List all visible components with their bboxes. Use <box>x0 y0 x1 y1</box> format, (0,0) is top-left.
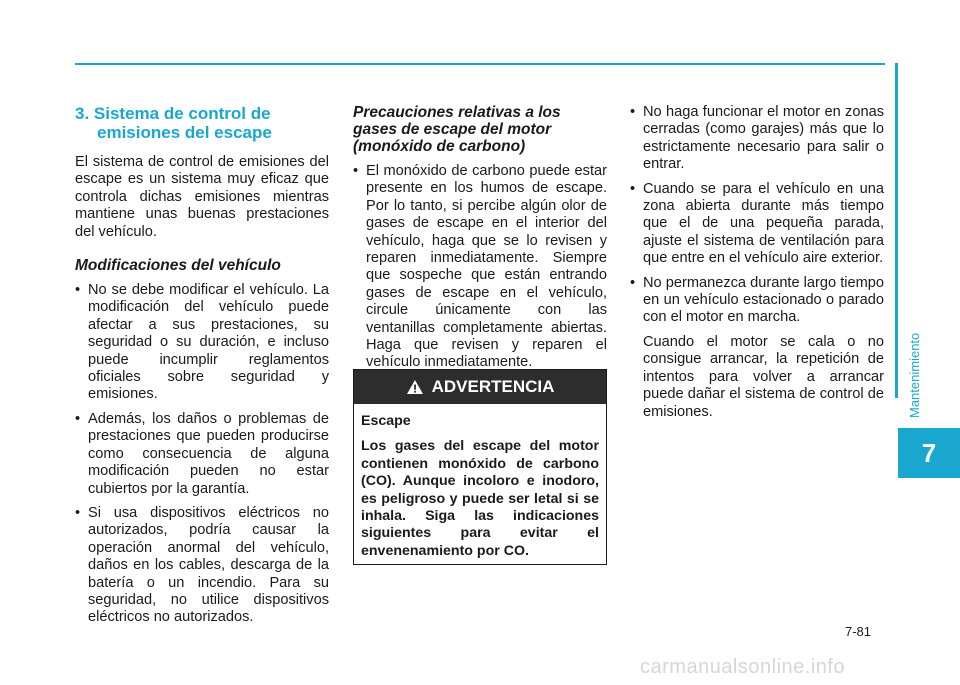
bullet-list <box>630 104 884 327</box>
chapter-tab[interactable]: 7 <box>898 428 960 478</box>
bullet-list <box>75 282 329 627</box>
warning-heading: ADVERTENCIA <box>431 377 555 396</box>
list-item: • Cuando se para el vehículo en una zona abierta durante más tiempo que el de una pequeña parada, ajuste el sistema de ventilación para que entre en el vehículo aire exterior. <box>630 181 884 268</box>
column-1 <box>75 104 329 634</box>
warning-title: Escape <box>361 413 411 429</box>
list-item: • Además, los daños o problemas de prestaciones que pueden producirse como consecuencia de alguna modificación pueden no estar cubiertos por la garantía. <box>75 411 329 498</box>
side-rule <box>895 63 898 398</box>
list-item: • No se debe modificar el vehículo. La modificación del vehículo puede afectar a sus prestaciones, su seguridad o su duración, e incluso puede incumplir reglamentos oficiales sobre seguridad y emisiones. <box>75 282 329 404</box>
intro-paragraph: El sistema de control de emisiones del escape es un sistema muy eficaz que controla dichas emisiones mientras mantiene unas buenas prestaciones del vehículo. <box>75 154 329 240</box>
section-side-label: Mantenimiento <box>907 332 922 418</box>
column-3 <box>630 104 884 421</box>
warning-header <box>354 370 606 404</box>
section-title: 3. Sistema de control de emisiones del escape <box>75 104 272 142</box>
list-item: • El monóxido de carbono puede estar presente en los humos de escape. Por lo tanto, si percibe algún olor de gases de escape en el interior del vehículo, haga que se lo revisen y reparen inmediatamente. Siempre que sospeche que están entrando gases de escape en el vehículo, circule únicamente con las ventanillas completamente abiertas. Haga que revisen y reparen el vehículo inmediatamente. <box>353 163 607 372</box>
subsection-title-modificaciones: Modificaciones del vehículo <box>75 257 281 275</box>
subsection-title-precauciones: Precauciones relativas a los gases de escape del motor (monóxido de carbono) <box>353 104 561 155</box>
warning-text: Los gases del escape del motor contienen monóxido de carbono (CO). Aunque incoloro e inodoro, es peligroso y puede ser letal si se inhala. Siga las indicaciones siguientes para evitar el envenenamiento por CO. <box>361 438 599 559</box>
list-item: • No permanezca durante largo tiempo en un vehículo estacionado o parado con el motor en marcha. <box>630 275 884 327</box>
warning-triangle-icon <box>406 379 424 395</box>
followup-paragraph: Cuando el motor se cala o no consigue arrancar, la repetición de intentos para volver a arrancar puede dañar el sistema de control de emisiones. <box>643 333 884 420</box>
warning-box <box>353 369 607 565</box>
header-rule <box>75 63 885 65</box>
warning-body <box>354 404 606 560</box>
column-2 <box>353 104 607 379</box>
watermark: carmanualsonline.info <box>640 656 846 678</box>
list-item: • No haga funcionar el motor en zonas cerradas (como garajes) más que lo estrictamente necesario para salir o entrar. <box>630 104 884 174</box>
bullet-list <box>353 163 607 372</box>
list-item: • Si usa dispositivos eléctricos no autorizados, podría causar la operación anormal del vehículo, daños en los cables, descarga de la batería o un incendio. Para su seguridad, no utilice dispositivos eléctricos no autorizados. <box>75 505 329 627</box>
page-number: 7-81 <box>845 624 872 639</box>
